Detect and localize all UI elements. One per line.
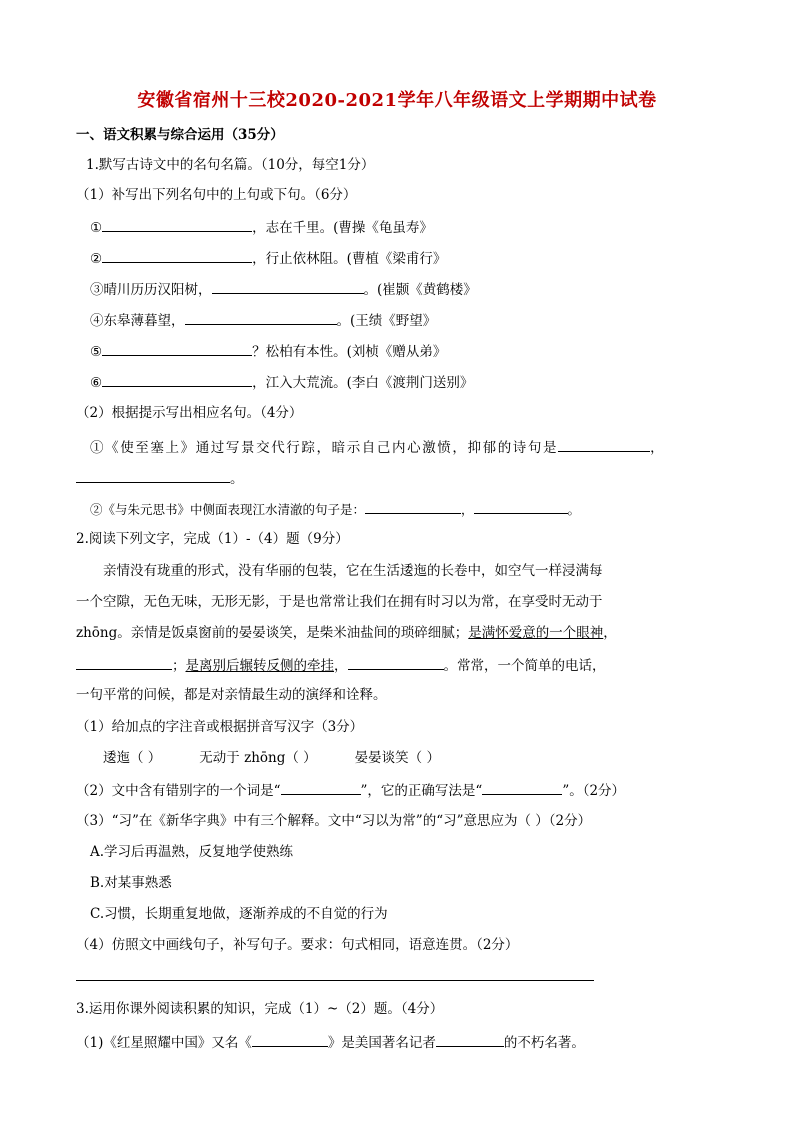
answer-blank[interactable]: [102, 341, 252, 356]
answer-blank[interactable]: [102, 248, 252, 263]
q1-item-5: [90, 341, 446, 361]
answer-blank[interactable]: [365, 499, 461, 514]
item-text: ，行止依林阻。(曹植《梁甫行》: [252, 251, 447, 267]
item-text: 。(崔颢《黄鹤楼》: [363, 282, 477, 298]
item-number: ④: [90, 313, 104, 329]
punct: 。: [230, 471, 244, 487]
passage-line-5: 一句平常的问候，都是对亲情最生动的演绎和诠释。: [76, 687, 387, 703]
item-text: ，志在千里。(曹操《龟虽寿》: [252, 220, 433, 236]
prompt-text: （2）文中含有错别字的一个词是“: [76, 783, 281, 799]
answer-blank[interactable]: [436, 1032, 504, 1047]
punct: ，: [461, 502, 474, 517]
item-text: ，江入大荒流。(李白《渡荆门送别》: [252, 375, 474, 391]
q1-item-6: [90, 372, 473, 392]
section-heading: 一、语文积累与综合运用（35分）: [76, 127, 284, 143]
passage-line-2: 一个空隙，无色无味，无形无影，于是也常常让我们在拥有时习以为常，在享受时无动于: [76, 594, 603, 610]
item-number: ③: [90, 282, 104, 298]
q1-item-2: [90, 248, 446, 268]
prompt-text: （1)《红星照耀中国》又名《: [76, 1035, 252, 1051]
option-b[interactable]: B.对某事熟悉: [90, 875, 172, 891]
answer-blank[interactable]: [252, 1032, 328, 1047]
prompt-text: ”。（2分）: [562, 783, 626, 799]
passage-line-1: 亲情没有珑重的形式，没有华丽的包装，它在生活逶迤的长卷中，如空气一样浸满每: [103, 563, 603, 579]
q1-sub1-stem: （1）补写出下列名句中的上句或下句。（6分）: [76, 187, 357, 203]
option-c[interactable]: C.习惯，长期重复地做，逐渐养成的不自觉的行为: [90, 906, 388, 922]
q2-sub4-stem: （4）仿照文中画线句子，补写句子。要求：句式相同，语意连贯。（2分）: [76, 937, 519, 953]
q1-item-1: [90, 217, 433, 237]
q2-stem: 2.阅读下列文字，完成（1）-（4）题（9分）: [76, 531, 349, 547]
pinyin-item-1[interactable]: 逶迤（ ）: [103, 750, 162, 766]
punct: ，: [650, 440, 666, 456]
answer-blank[interactable]: [76, 655, 172, 670]
passage-text: zhōng。亲情是饭桌窗前的晏晏谈笑，是柴米油盐间的琐碎细腻；: [76, 625, 469, 641]
q3-sub1: [76, 1032, 585, 1052]
answer-blank[interactable]: [212, 279, 364, 294]
q3-stem: 3.运用你课外阅读积累的知识，完成（1）~（2）题。（4分）: [76, 1001, 444, 1017]
item-number: ⑥: [90, 375, 103, 391]
answer-blank[interactable]: [185, 310, 337, 325]
punct: ，: [603, 625, 617, 641]
answer-blank[interactable]: [348, 655, 444, 670]
answer-blank[interactable]: [102, 372, 252, 387]
item-number: ②: [90, 251, 103, 267]
q2-sub3-stem: （3）“习”在《新华字典》中有三个解释。文中“习以为常”的“习”意思应为（ ）（2分）: [76, 813, 592, 829]
q2-sub1-items: [103, 749, 440, 767]
punct: ，: [334, 658, 348, 674]
q1-item-3: [90, 279, 477, 299]
q2-sub2: [76, 780, 625, 800]
prompt-text: ①《使至塞上》通过写景交代行踪，暗示自己内心激愤，抑郁的诗句是: [90, 440, 559, 456]
page-title: 安徽省宿州十三校2020-2021学年八年级语文上学期期中试卷: [137, 90, 657, 111]
prompt-text: ②《与朱元思书》中侧面表现江水清澈的句子是：: [90, 502, 366, 517]
q1-sub2-a-cont: [76, 468, 244, 488]
item-number: ⑤: [90, 344, 103, 360]
pinyin-item-3[interactable]: 晏晏谈笑（ ）: [354, 750, 440, 766]
punct: 。: [567, 502, 581, 517]
answer-line[interactable]: [76, 980, 594, 981]
prompt-text: 》是美国著名记者: [327, 1035, 436, 1051]
q2-sub1-stem: （1）给加点的字注音或根据拼音写汉字（3分）: [76, 719, 364, 735]
underlined-sentence: 是满怀爱意的一个眼神: [468, 625, 604, 641]
q1-sub2-b: [90, 499, 580, 519]
item-text: 。(王绩《野望》: [336, 313, 437, 329]
item-text: ？松柏有本性。(刘桢《赠从弟》: [252, 344, 447, 360]
pinyin-item-2[interactable]: 无动于 zhōng（ ）: [199, 750, 317, 766]
item-text: 晴川历历汉阳树，: [103, 282, 212, 298]
passage-line-4: [76, 655, 606, 675]
option-a[interactable]: A.学习后再温熟，反复地学使熟练: [90, 844, 294, 860]
passage-text: 。常常，一个简单的电话，: [443, 658, 606, 674]
q1-sub2-stem: （2）根据提示写出相应名句。（4分）: [76, 405, 303, 421]
item-text: 东皋薄暮望，: [103, 313, 185, 329]
prompt-text: 的不朽名著。: [503, 1035, 585, 1051]
q1-item-4: [90, 310, 436, 330]
q1-sub2-a: [90, 437, 665, 457]
answer-blank[interactable]: [558, 437, 650, 452]
q1-stem: 1.默写古诗文中的名句名篇。（10分，每空1分）: [86, 157, 375, 173]
prompt-text: ”，它的正确写法是“: [360, 783, 483, 799]
answer-blank[interactable]: [474, 499, 568, 514]
answer-blank[interactable]: [482, 780, 562, 795]
punct: ；: [172, 658, 186, 674]
passage-line-3: [76, 624, 617, 642]
answer-blank[interactable]: [102, 217, 252, 232]
answer-blank[interactable]: [281, 780, 361, 795]
item-number: ①: [90, 220, 103, 236]
underlined-sentence: 是离别后辗转反侧的牵挂: [185, 658, 334, 674]
answer-blank[interactable]: [76, 468, 230, 483]
